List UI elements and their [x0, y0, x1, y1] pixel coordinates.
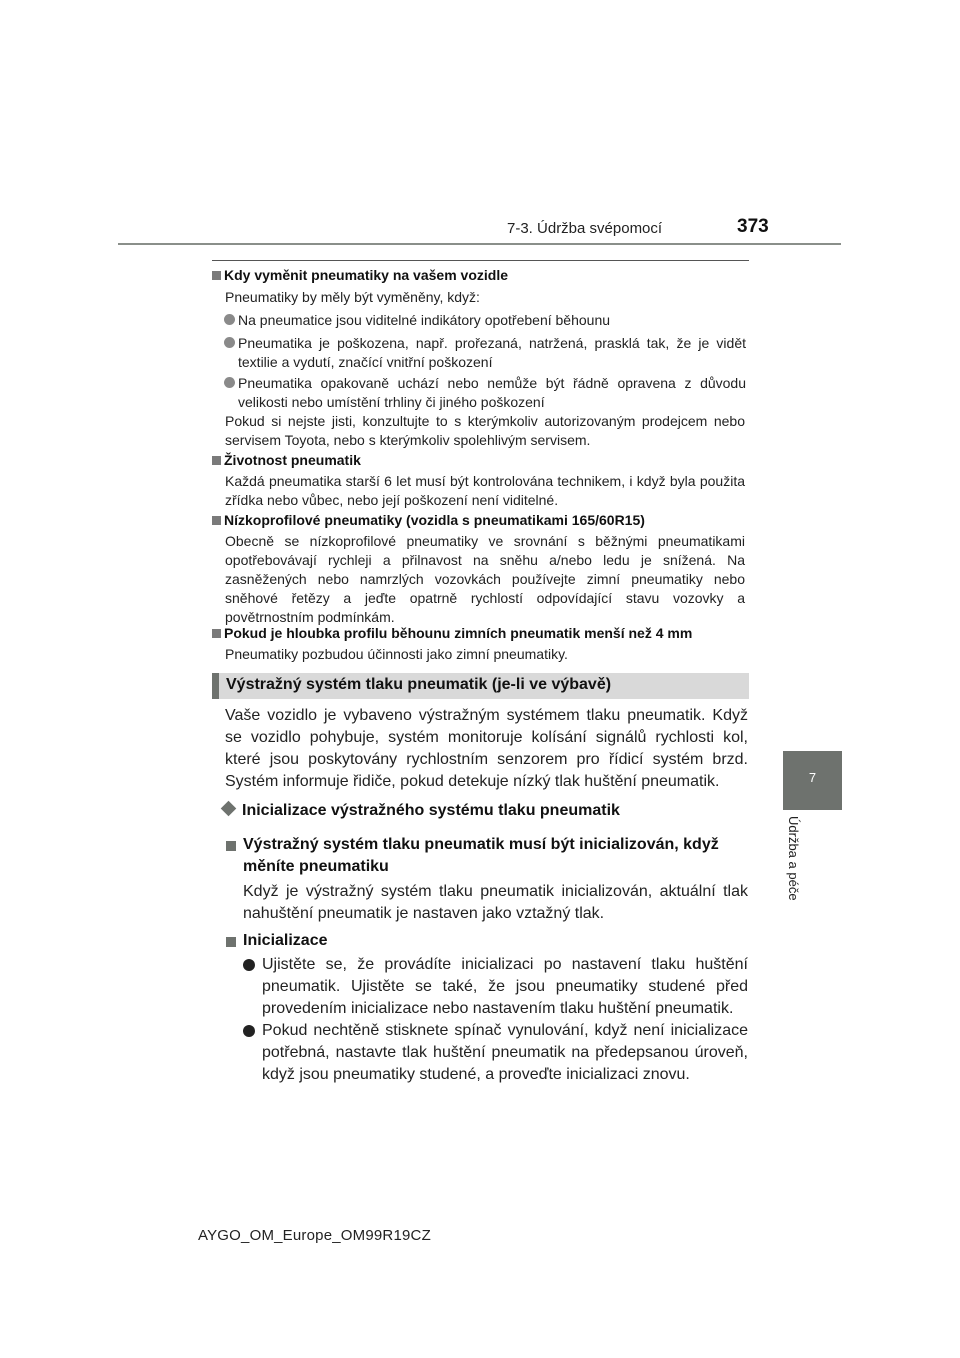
intro-text: Pneumatiky by měly být vyměněny, když:: [225, 289, 480, 305]
square-bullet-icon: [212, 271, 221, 280]
heading-text: Životnost pneumatik: [224, 452, 361, 468]
diamond-bullet-icon: [221, 801, 237, 817]
list-item-text: Na pneumatice jsou viditelné indikátory opotřebení běhounu: [238, 312, 611, 328]
circle-bullet-icon: [243, 1025, 255, 1037]
header-divider: [118, 243, 841, 245]
list-item: [243, 1020, 748, 1086]
header-section-title: 7-3. Údržba svépomocí: [507, 220, 663, 237]
list-item: [243, 954, 748, 1020]
page-number: 373: [737, 216, 769, 237]
section-paragraph: Vaše vozidlo je vybaveno výstražným systémem tlaku pneumatik. Když se vozidlo pohybuje, systém monitoruje kolísání signálů rychlosti kol, které jsou poskytovány rychlostním senzorem pro řídicí systém brzd. Systém informuje řidiče, pokud detekuje nízký tlak huštění pneumatik.: [225, 707, 748, 790]
section-title-box: [212, 673, 749, 699]
lifetime-text: Každá pneumatika starší 6 let musí být kontrolována technikem, i když byla použita zřídka nebo vůbec, nebo její poškození není viditelné.: [225, 473, 745, 508]
list-item-text: Pneumatika je poškozena, např. prořezaná, natržená, prasklá tak, že je vidět textilie a vydutí, značící vnitřní poškození: [238, 335, 746, 370]
content-top-divider: [212, 260, 749, 261]
heading-text: Pokud je hloubka profilu běhounu zimních pneumatik menší než 4 mm: [224, 625, 693, 641]
low-profile-text: Obecně se nízkoprofilové pneumatiky ve srovnání s běžnými pneumatikami opotřebovávají rychleji a přilnavost na sněhu a/nebo ledu je snížená. Na zasněžených nebo namrzlých vozovkách používejte zimní pneumatiky nebo sněhové řetězy a jeďte opatrně rychlostí odpovídající stavu vozovky a povětrnostním podmínkám.: [225, 533, 745, 625]
circle-bullet-icon: [224, 377, 235, 388]
circle-bullet-icon: [224, 314, 235, 325]
square-bullet-icon: [212, 456, 221, 465]
document-code: AYGO_OM_Europe_OM99R19CZ: [198, 1227, 431, 1244]
square-bullet-icon: [226, 841, 236, 851]
sub-section-heading: [221, 802, 620, 820]
item-heading-init-required: Výstražný systém tlaku pneumatik musí být inicializován, když měníte pneumatiku: [243, 836, 719, 875]
square-bullet-icon: [226, 937, 236, 947]
heading-low-profile: [212, 512, 645, 528]
note-text: Pokud si nejste jisti, konzultujte to s kterýmkoliv autorizovaným prodejcem nebo servisem Toyota, nebo s kterýmkoliv spolehlivým servisem.: [225, 413, 745, 448]
section-accent-bar: [212, 673, 219, 699]
list-item-text: Pokud nechtěně stisknete spínač vynulování, když není inicializace potřebná, nastavte tlak huštění pneumatik na předepsanou úroveň, když jsou pneumatiky studené, a proveďte inicializaci znovu.: [262, 1022, 748, 1083]
list-item-text: Pneumatika opakovaně uchází nebo nemůže být řádně opravena z důvodu velikosti nebo umístění trhliny či jiného poškození: [238, 375, 746, 410]
list-item-text: Ujistěte se, že provádíte inicializaci po nastavení tlaku huštění pneumatik. Ujistěte se také, že jsou pneumatiky studené před provedením inicializace nebo nastavením tlaku huštění pneumatik.: [262, 956, 748, 1017]
heading-text: Kdy vyměnit pneumatiky na vašem vozidle: [224, 267, 508, 283]
chapter-label: Údržba a péče: [786, 816, 801, 901]
item-heading-initialization: Inicializace: [243, 932, 328, 949]
circle-bullet-icon: [243, 959, 255, 971]
heading-text: Nízkoprofilové pneumatiky (vozidla s pneumatikami 165/60R15): [224, 512, 645, 528]
winter-depth-text: Pneumatiky pozbudou účinnosti jako zimní pneumatiky.: [225, 646, 568, 662]
list-item: [224, 374, 746, 412]
heading-winter-depth: [212, 625, 692, 641]
sub-section-heading-text: Inicializace výstražného systému tlaku pneumatik: [242, 802, 620, 819]
heading-tire-lifetime: [212, 452, 361, 468]
square-bullet-icon: [212, 629, 221, 638]
section-title: Výstražný systém tlaku pneumatik (je-li ve výbavě): [226, 676, 612, 693]
item-text-init-required: Když je výstražný systém tlaku pneumatik inicializován, aktuální tlak nahuštění pneumatik je nastaven jako vztažný tlak.: [243, 883, 748, 922]
chapter-number: 7: [808, 770, 817, 785]
list-item: [224, 311, 746, 330]
square-bullet-icon: [212, 516, 221, 525]
heading-when-to-replace: [212, 267, 508, 283]
list-item: [224, 334, 746, 372]
circle-bullet-icon: [224, 337, 235, 348]
